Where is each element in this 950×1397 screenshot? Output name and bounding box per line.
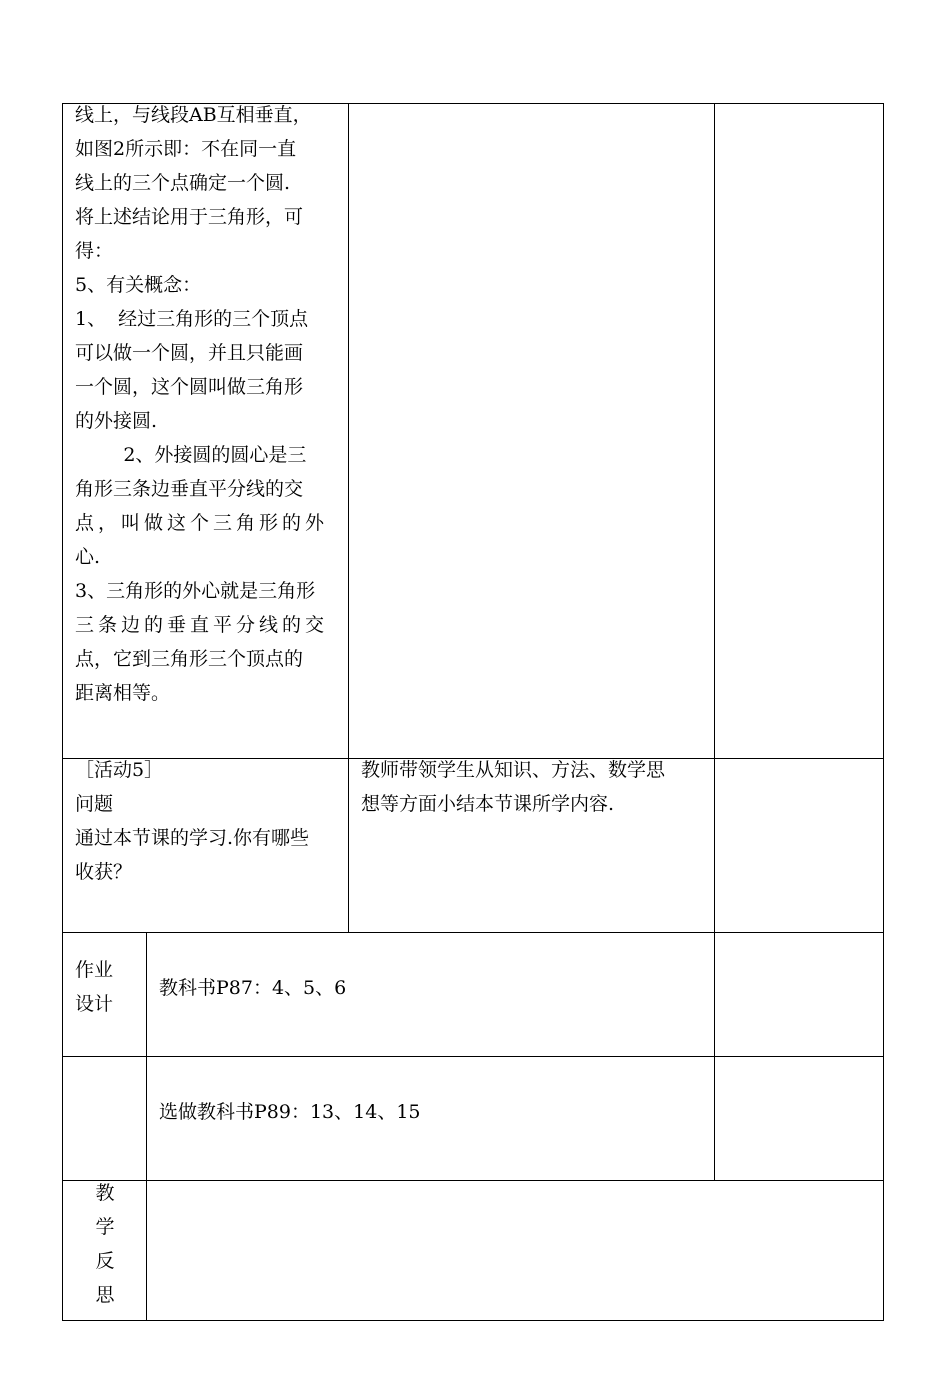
activity4-line: 得：: [75, 240, 114, 262]
activity4-line: 如图2所示即：不在同一直: [75, 138, 297, 160]
activity4-content: [75, 98, 340, 710]
activity5-note-line: 想等方面小结本节课所学内容.: [361, 793, 615, 815]
table-border-bottom: [62, 1320, 884, 1321]
activity4-line: 5、有关概念：: [75, 274, 202, 296]
activity4-line: 3、三角形的外心就是三角形: [75, 580, 316, 602]
activity4-line: 可以做一个圆，并且只能画: [75, 342, 304, 364]
homework-required: [159, 971, 346, 1005]
activity5-line: 收获？: [75, 861, 133, 883]
homework-label-line: 设计: [75, 993, 114, 1015]
activity5-note-line: 教师带领学生从知识、方法、数学思: [361, 759, 666, 781]
activity5-line: 通过本节课的学习.你有哪些: [75, 827, 310, 849]
reflection-label-char: 思: [95, 1284, 115, 1306]
activity4-line: 将上述结论用于三角形，可: [75, 206, 304, 228]
row-divider-4: [62, 1180, 884, 1181]
activity5-line: 问题: [75, 793, 114, 815]
row-divider-2: [62, 932, 884, 933]
activity4-line: 的外接圆.: [75, 410, 158, 432]
homework-optional-text: 选做教科书P89：13、14、15: [159, 1101, 421, 1123]
homework-optional: [159, 1095, 421, 1129]
activity5-teacher-note: [361, 753, 706, 821]
homework-label-line: 作业: [75, 959, 114, 981]
column-divider-label: [146, 932, 147, 1321]
activity4-line: 线上的三个点确定一个圆.: [75, 172, 291, 194]
activity4-line: 角形三条边垂直平分线的交: [75, 478, 304, 500]
activity5-question: [75, 753, 340, 889]
activity4-line: 线上，与线段AB互相垂直，: [75, 104, 312, 126]
column-divider-activity: [348, 103, 349, 932]
table-border-right: [883, 103, 884, 1321]
reflection-label: [85, 1176, 125, 1312]
activity4-line: 点，它到三角形三个顶点的: [75, 648, 304, 670]
reflection-label-char: 学: [95, 1216, 115, 1238]
activity5-heading: ［活动5］: [75, 759, 164, 781]
homework-required-text: 教科书P87：4、5、6: [159, 977, 347, 999]
activity4-line: 距离相等。: [75, 682, 171, 704]
row-divider-3: [62, 1056, 884, 1057]
reflection-label-char: 反: [95, 1250, 115, 1272]
activity4-line: 点，叫做这个三角形的外: [75, 512, 329, 534]
homework-label: [75, 953, 141, 1021]
table-border-left: [62, 103, 63, 1321]
reflection-label-char: 教: [95, 1182, 115, 1204]
activity4-line: 心.: [75, 546, 101, 568]
activity4-line: 1、 经过三角形的三个顶点: [75, 308, 309, 330]
activity4-line: 一个圆，这个圆叫做三角形: [75, 376, 304, 398]
column-divider-notes: [714, 103, 715, 1180]
activity4-line: 三条边的垂直平分线的交: [75, 614, 329, 636]
activity4-line: 2、外接圆的圆心是三: [75, 444, 307, 466]
